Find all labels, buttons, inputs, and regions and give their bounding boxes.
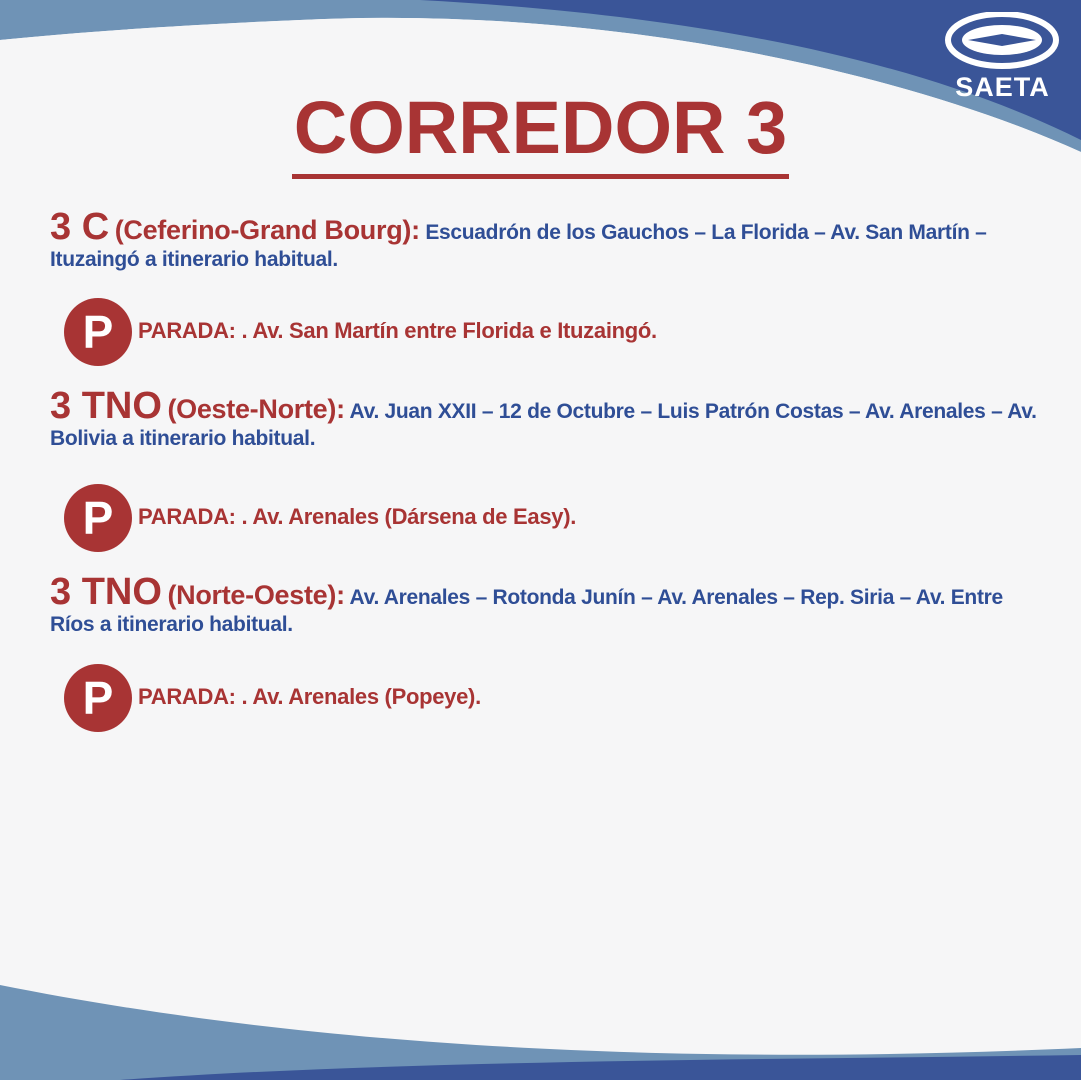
- stop-text: PARADA: . Av. Arenales (Popeye).: [138, 684, 481, 709]
- route-block-3c: [50, 206, 1040, 273]
- route-itinerary: Escuadrón de los Gauchos – La Florida – Av. San Martín – Ituzaingó a itinerario habitual.: [50, 221, 987, 271]
- stop-row-3tno-oeste-norte: [64, 484, 964, 554]
- logo-wordmark: SAETA: [955, 72, 1050, 102]
- stop-text: PARADA: . Av. San Martín entre Florida e Ituzaingó.: [138, 318, 657, 343]
- page-title-text: CORREDOR 3: [292, 82, 789, 179]
- route-itinerary: Av. Arenales – Rotonda Junín – Av. Arenales – Rep. Siria – Av. Entre Ríos a itinerario habitual.: [50, 586, 1003, 636]
- saeta-ellipse-logo-icon: [940, 12, 1065, 72]
- parking-stop-icon: P: [64, 664, 132, 732]
- parking-stop-icon: P: [64, 484, 132, 552]
- route-code: 3 TNO: [50, 385, 162, 427]
- route-block-3tno-oeste-norte: [50, 385, 1040, 452]
- route-endpoints: (Norte-Oeste):: [167, 580, 345, 610]
- stop-row-3tno-norte-oeste: [64, 664, 964, 734]
- route-code: 3 C: [50, 206, 110, 248]
- parking-stop-icon: P: [64, 298, 132, 366]
- route-endpoints: (Ceferino-Grand Bourg):: [114, 215, 420, 245]
- route-itinerary: Av. Juan XXII – 12 de Octubre – Luis Patrón Costas – Av. Arenales – Av. Bolivia a itinerario habitual.: [50, 400, 1037, 450]
- stop-row-3c: [64, 298, 964, 368]
- route-block-3tno-norte-oeste: [50, 571, 1040, 638]
- page-title: [0, 82, 1081, 179]
- route-code: 3 TNO: [50, 571, 162, 613]
- stop-text: PARADA: . Av. Arenales (Dársena de Easy).: [138, 504, 577, 529]
- route-endpoints: (Oeste-Norte):: [167, 394, 345, 424]
